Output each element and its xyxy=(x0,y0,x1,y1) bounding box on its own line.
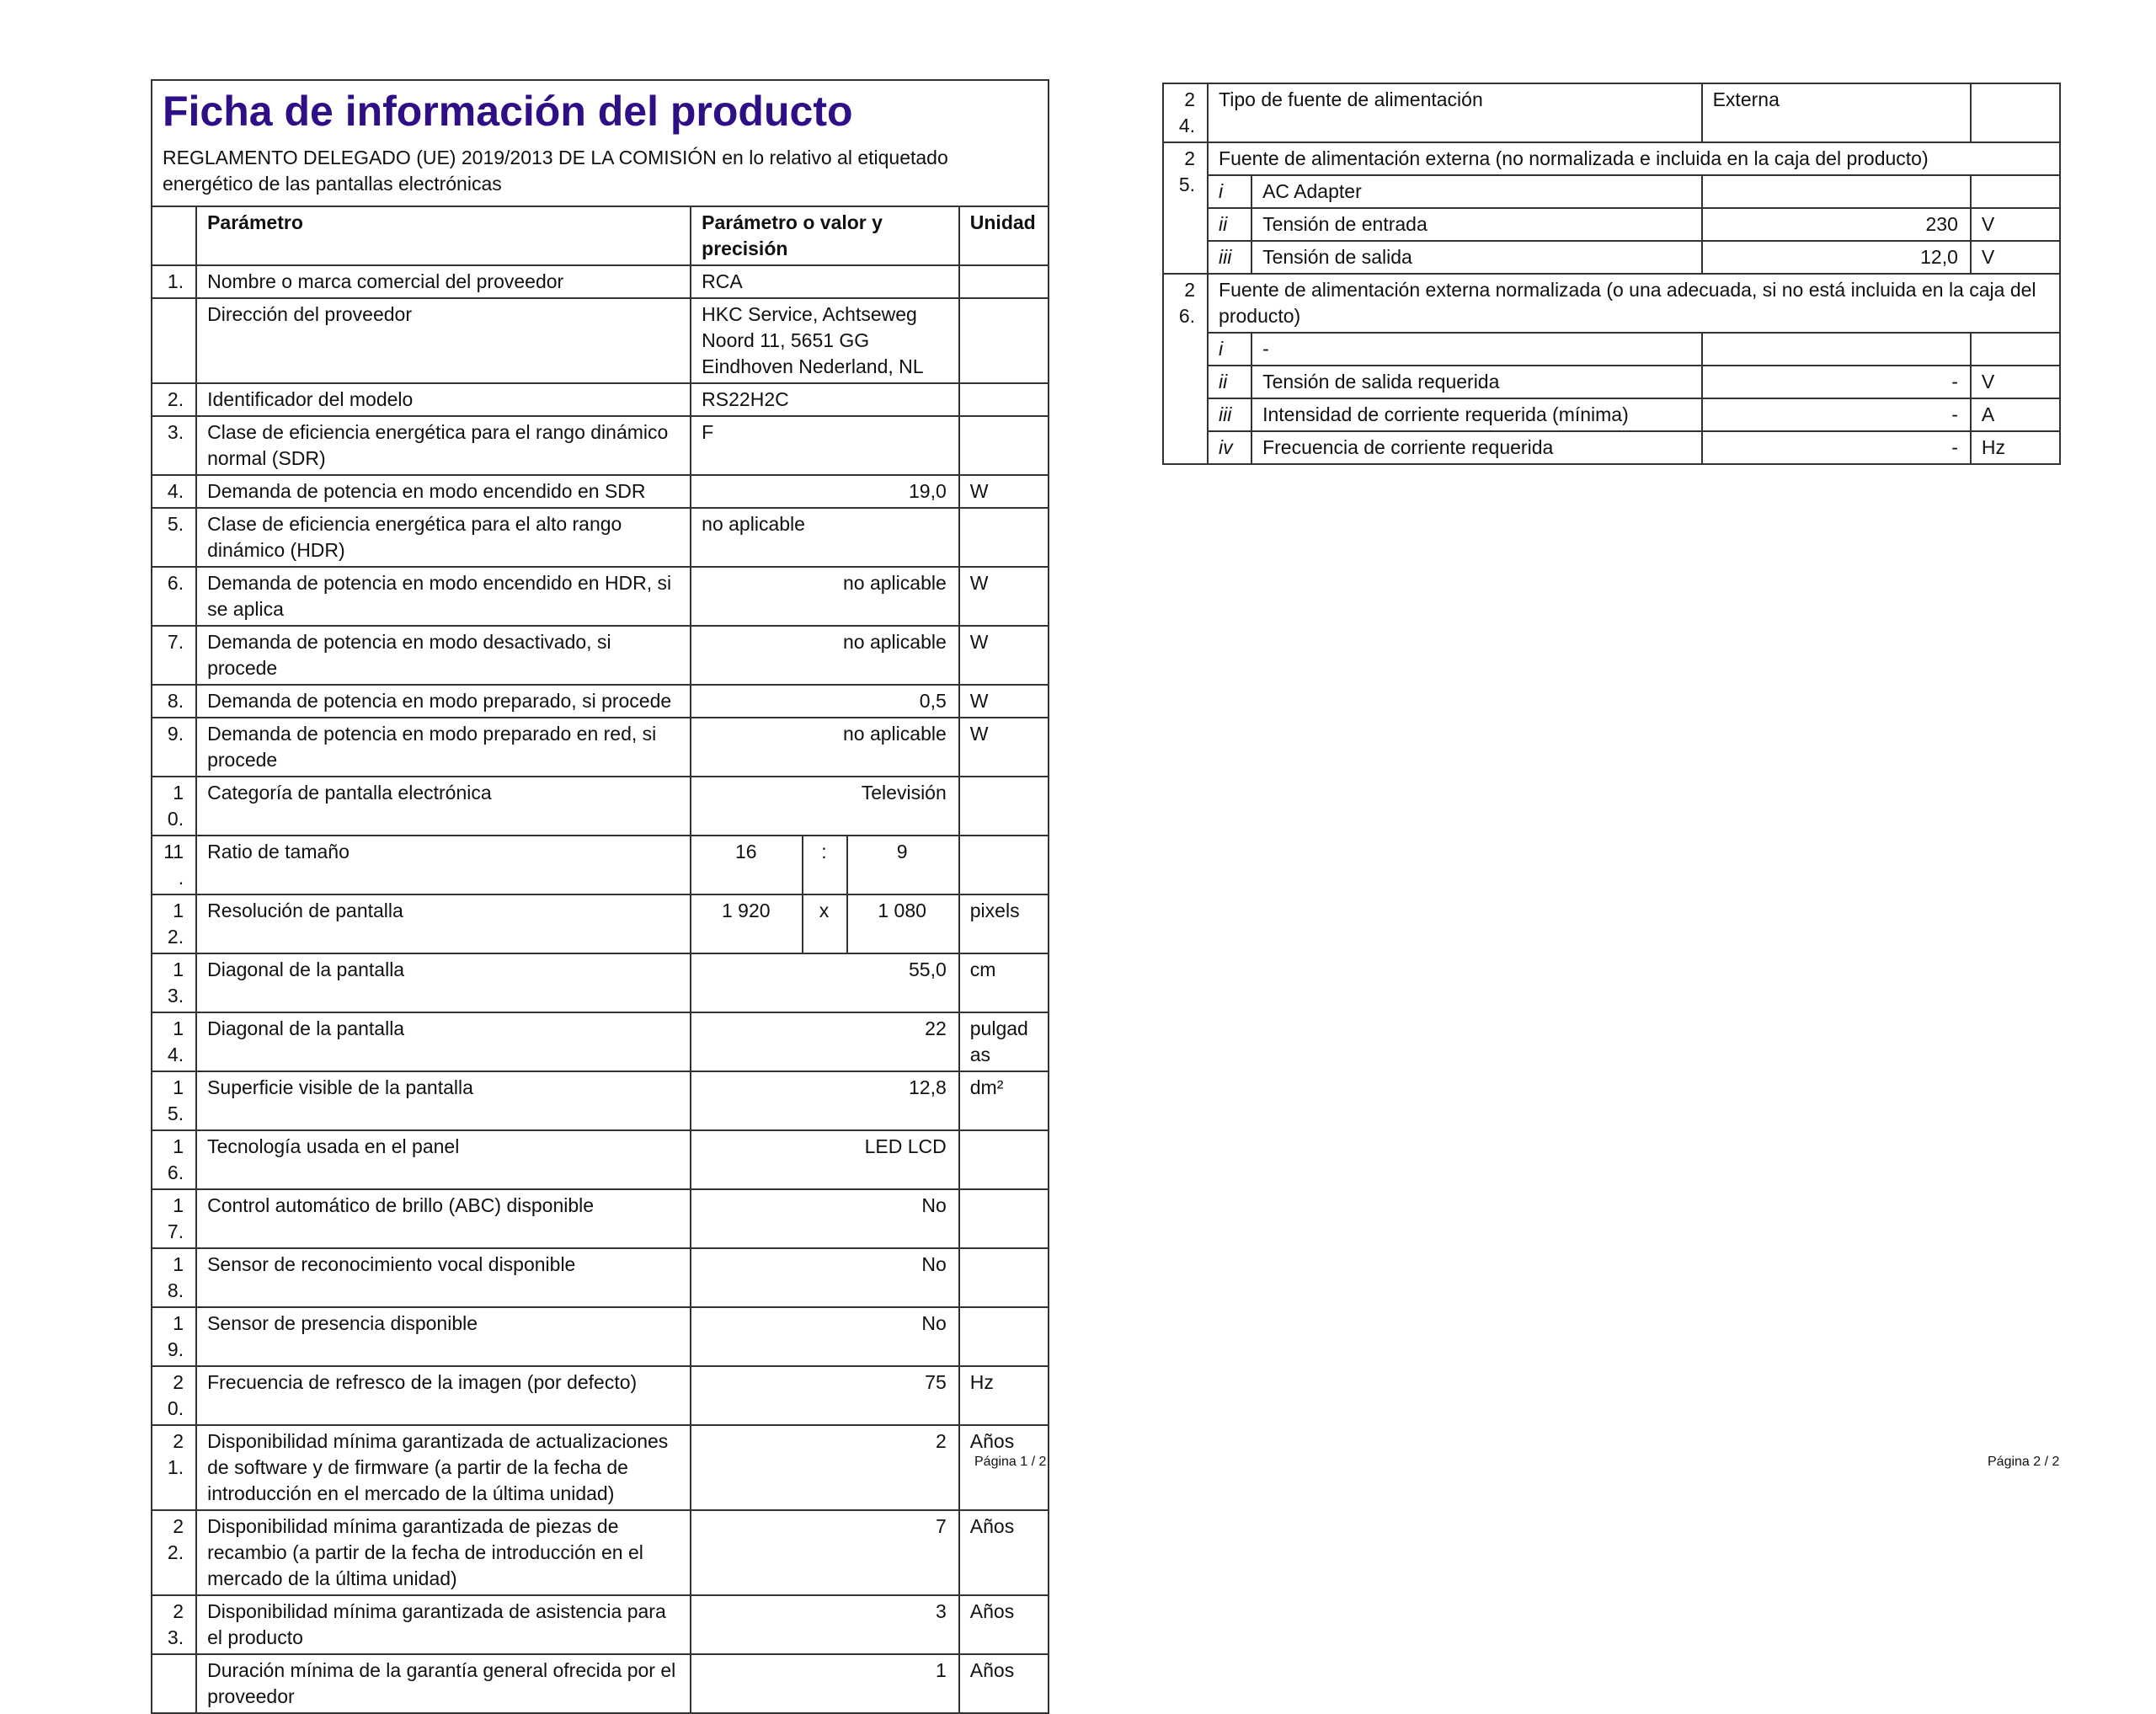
table-subrow xyxy=(1163,175,2060,208)
row-label: Ratio de tamaño xyxy=(196,836,691,894)
row-value: no aplicable xyxy=(691,626,959,685)
regulation-subtitle: REGLAMENTO DELEGADO (UE) 2019/2013 DE LA COMISIÓN en lo relativo al etiquetado energético de las pantallas electrónicas xyxy=(163,147,948,195)
row-value-a: 1 920 xyxy=(691,894,803,953)
row-label: Fuente de alimentación externa (no normalizada e incluida en la caja del producto) xyxy=(1208,142,2060,175)
table-row xyxy=(152,416,1049,475)
title-box xyxy=(151,79,1049,206)
table-row xyxy=(152,298,1049,383)
row-number: 23. xyxy=(152,1595,196,1654)
row-number xyxy=(152,1654,196,1713)
row-value: 22 xyxy=(691,1012,959,1071)
row-number: 4. xyxy=(152,475,196,508)
sub-unit xyxy=(1971,333,2060,366)
row-label: Demanda de potencia en modo encendido en HDR, si se aplica xyxy=(196,567,691,626)
sub-index: iii xyxy=(1208,241,1251,274)
table-row xyxy=(152,1071,1049,1130)
row-value: 12,8 xyxy=(691,1071,959,1130)
sub-index: i xyxy=(1208,175,1251,208)
row-number: 2. xyxy=(152,383,196,416)
row-label: Clase de eficiencia energética para el alto rango dinámico (HDR) xyxy=(196,508,691,567)
table-row xyxy=(152,626,1049,685)
header-param: Parámetro xyxy=(196,206,691,265)
sub-value: - xyxy=(1702,366,1971,398)
row-number: 1. xyxy=(152,265,196,298)
page-2 xyxy=(1162,83,2061,465)
row-label: Diagonal de la pantalla xyxy=(196,953,691,1012)
row-number: 17. xyxy=(152,1189,196,1248)
row-value-sep: x xyxy=(803,894,846,953)
row-label: Categoría de pantalla electrónica xyxy=(196,777,691,836)
sub-index: ii xyxy=(1208,366,1251,398)
row-number: 9. xyxy=(152,718,196,777)
row-unit: W xyxy=(959,626,1049,685)
row-value: 7 xyxy=(691,1510,959,1595)
row-unit xyxy=(959,416,1049,475)
row-value: 1 xyxy=(691,1654,959,1713)
row-value: 75 xyxy=(691,1366,959,1425)
row-value: 0,5 xyxy=(691,685,959,718)
row-unit: W xyxy=(959,718,1049,777)
row-label: Demanda de potencia en modo encendido en SDR xyxy=(196,475,691,508)
table-row xyxy=(152,1189,1049,1248)
row-unit: W xyxy=(959,475,1049,508)
row-unit xyxy=(959,1130,1049,1189)
row-label: Demanda de potencia en modo preparado, si procede xyxy=(196,685,691,718)
row-number: 24. xyxy=(1163,83,1208,142)
row-unit: Años xyxy=(959,1595,1049,1654)
table-row xyxy=(152,1654,1049,1713)
table-row xyxy=(152,383,1049,416)
row-label: Disponibilidad mínima garantizada de piezas de recambio (a partir de la fecha de introducción en el mercado de la última unidad) xyxy=(196,1510,691,1595)
row-unit: pixels xyxy=(959,894,1049,953)
row-unit: Hz xyxy=(959,1366,1049,1425)
table-row xyxy=(152,1425,1049,1510)
table-row xyxy=(152,777,1049,836)
header-num xyxy=(152,206,196,265)
row-label: Clase de eficiencia energética para el rango dinámico normal (SDR) xyxy=(196,416,691,475)
table-row xyxy=(152,718,1049,777)
row-unit: pulgadas xyxy=(959,1012,1049,1071)
sub-value xyxy=(1702,333,1971,366)
row-label: Disponibilidad mínima garantizada de actualizaciones de software y de firmware (a partir de la fecha de introducción en el mercado de la última unidad) xyxy=(196,1425,691,1510)
sub-index: iii xyxy=(1208,398,1251,431)
row-value: 55,0 xyxy=(691,953,959,1012)
row-value: RCA xyxy=(691,265,959,298)
row-value: 2 xyxy=(691,1425,959,1510)
row-value: Televisión xyxy=(691,777,959,836)
row-label: Superficie visible de la pantalla xyxy=(196,1071,691,1130)
row-value: No xyxy=(691,1307,959,1366)
row-number: 16. xyxy=(152,1130,196,1189)
row-number: 13. xyxy=(152,953,196,1012)
table-row-group xyxy=(1163,274,2060,333)
header-unit: Unidad xyxy=(959,206,1049,265)
row-label: Control automático de brillo (ABC) disponible xyxy=(196,1189,691,1248)
table-row xyxy=(152,508,1049,567)
row-label: Demanda de potencia en modo preparado en red, si procede xyxy=(196,718,691,777)
table-row xyxy=(152,265,1049,298)
product-info-table xyxy=(151,206,1049,1714)
row-number: 26. xyxy=(1163,274,1208,464)
row-value: no aplicable xyxy=(691,567,959,626)
row-number: 8. xyxy=(152,685,196,718)
table-row xyxy=(152,1130,1049,1189)
row-unit xyxy=(959,508,1049,567)
row-number: 22. xyxy=(152,1510,196,1595)
row-value: RS22H2C xyxy=(691,383,959,416)
row-unit: Años xyxy=(959,1654,1049,1713)
row-unit xyxy=(959,1307,1049,1366)
table-subrow xyxy=(1163,208,2060,241)
row-number: 12. xyxy=(152,894,196,953)
row-value-a: 16 xyxy=(691,836,803,894)
page-number-2: Página 2 / 2 xyxy=(1988,1455,2060,1469)
row-value: 3 xyxy=(691,1595,959,1654)
row-unit xyxy=(959,1189,1049,1248)
sub-label: Tensión de salida xyxy=(1251,241,1702,274)
row-number: 25. xyxy=(1163,142,1208,274)
table-row xyxy=(152,685,1049,718)
row-unit: Años xyxy=(959,1510,1049,1595)
table-row-24 xyxy=(1163,83,2060,142)
page-1 xyxy=(151,79,1049,1714)
table-row xyxy=(152,475,1049,508)
row-number: 5. xyxy=(152,508,196,567)
table-subrow xyxy=(1163,366,2060,398)
table-row xyxy=(152,1307,1049,1366)
table-row xyxy=(152,1248,1049,1307)
row-number: 20. xyxy=(152,1366,196,1425)
row-number: 21. xyxy=(152,1425,196,1510)
header-value: Parámetro o valor y precisión xyxy=(691,206,959,265)
row-value: 19,0 xyxy=(691,475,959,508)
table-row xyxy=(152,1366,1049,1425)
row-number: 18. xyxy=(152,1248,196,1307)
power-supply-table xyxy=(1162,83,2061,465)
table-row xyxy=(152,1012,1049,1071)
row-label: Fuente de alimentación externa normalizada (o una adecuada, si no está incluida en la caja del producto) xyxy=(1208,274,2060,333)
row-number: 19. xyxy=(152,1307,196,1366)
page-number-1: Página 1 / 2 xyxy=(974,1455,1047,1469)
row-value: No xyxy=(691,1248,959,1307)
sub-label: AC Adapter xyxy=(1251,175,1702,208)
sub-unit xyxy=(1971,175,2060,208)
row-value: LED LCD xyxy=(691,1130,959,1189)
row-label: Demanda de potencia en modo desactivado, si procede xyxy=(196,626,691,685)
row-label: Frecuencia de refresco de la imagen (por defecto) xyxy=(196,1366,691,1425)
row-value: No xyxy=(691,1189,959,1248)
row-label: Resolución de pantalla xyxy=(196,894,691,953)
sub-unit: Hz xyxy=(1971,431,2060,464)
table-row-group xyxy=(1163,142,2060,175)
row-label: Diagonal de la pantalla xyxy=(196,1012,691,1071)
table-subrow xyxy=(1163,241,2060,274)
row-label: Sensor de reconocimiento vocal disponible xyxy=(196,1248,691,1307)
table-row xyxy=(152,1510,1049,1595)
sub-value: 12,0 xyxy=(1702,241,1971,274)
row-unit xyxy=(959,383,1049,416)
page-title: Ficha de información del producto xyxy=(163,88,853,135)
table-subrow xyxy=(1163,431,2060,464)
table-row xyxy=(152,894,1049,953)
row-unit xyxy=(959,265,1049,298)
row-number: 14. xyxy=(152,1012,196,1071)
row-value: no aplicable xyxy=(691,508,959,567)
row-unit: W xyxy=(959,685,1049,718)
sub-label: Frecuencia de corriente requerida xyxy=(1251,431,1702,464)
sub-value: - xyxy=(1702,398,1971,431)
row-unit: dm² xyxy=(959,1071,1049,1130)
row-value-sep: : xyxy=(803,836,846,894)
sub-unit: V xyxy=(1971,366,2060,398)
row-unit xyxy=(959,298,1049,383)
row-label: Disponibilidad mínima garantizada de asistencia para el producto xyxy=(196,1595,691,1654)
table-row xyxy=(152,1595,1049,1654)
sub-label: Tensión de salida requerida xyxy=(1251,366,1702,398)
row-label: Tipo de fuente de alimentación xyxy=(1208,83,1702,142)
row-unit: cm xyxy=(959,953,1049,1012)
table-row xyxy=(152,567,1049,626)
header-row xyxy=(152,206,1049,265)
row-number: 10. xyxy=(152,777,196,836)
table-subrow xyxy=(1163,398,2060,431)
row-value: F xyxy=(691,416,959,475)
sub-index: i xyxy=(1208,333,1251,366)
row-number: 6. xyxy=(152,567,196,626)
row-label: Sensor de presencia disponible xyxy=(196,1307,691,1366)
sub-index: ii xyxy=(1208,208,1251,241)
table-subrow xyxy=(1163,333,2060,366)
sub-unit: A xyxy=(1971,398,2060,431)
sub-value: 230 xyxy=(1702,208,1971,241)
sub-index: iv xyxy=(1208,431,1251,464)
sub-value xyxy=(1702,175,1971,208)
table-row xyxy=(152,953,1049,1012)
row-label: Dirección del proveedor xyxy=(196,298,691,383)
sub-unit: V xyxy=(1971,208,2060,241)
row-number: 3. xyxy=(152,416,196,475)
row-number: 11. xyxy=(152,836,196,894)
row-number xyxy=(152,298,196,383)
sub-label: - xyxy=(1251,333,1702,366)
row-unit xyxy=(1971,83,2060,142)
row-unit: W xyxy=(959,567,1049,626)
sub-label: Intensidad de corriente requerida (mínima) xyxy=(1251,398,1702,431)
row-value-b: 9 xyxy=(847,836,959,894)
sub-value: - xyxy=(1702,431,1971,464)
sub-label: Tensión de entrada xyxy=(1251,208,1702,241)
row-value: Externa xyxy=(1702,83,1971,142)
row-label: Tecnología usada en el panel xyxy=(196,1130,691,1189)
row-unit xyxy=(959,777,1049,836)
row-label: Nombre o marca comercial del proveedor xyxy=(196,265,691,298)
row-value: HKC Service, Achtseweg Noord 11, 5651 GG Eindhoven Nederland, NL xyxy=(691,298,959,383)
row-unit: Años xyxy=(959,1425,1049,1510)
table-row xyxy=(152,836,1049,894)
sub-unit: V xyxy=(1971,241,2060,274)
row-number: 7. xyxy=(152,626,196,685)
row-label: Duración mínima de la garantía general ofrecida por el proveedor xyxy=(196,1654,691,1713)
row-unit xyxy=(959,1248,1049,1307)
row-number: 15. xyxy=(152,1071,196,1130)
row-value: no aplicable xyxy=(691,718,959,777)
row-unit xyxy=(959,836,1049,894)
row-value-b: 1 080 xyxy=(847,894,959,953)
row-label: Identificador del modelo xyxy=(196,383,691,416)
